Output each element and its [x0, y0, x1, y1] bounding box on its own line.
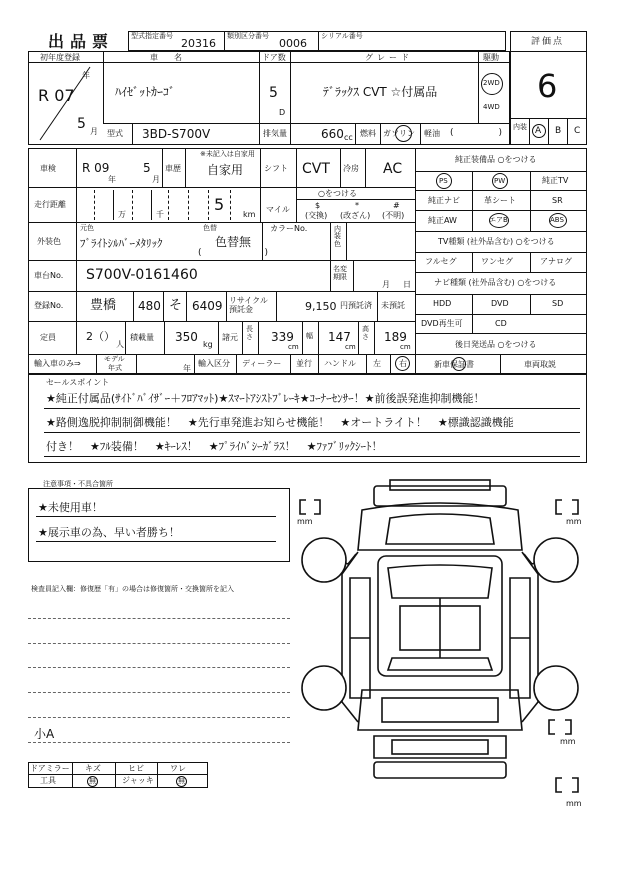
model-year-label-2: 年式 [108, 364, 122, 372]
equip-pw: PW [494, 177, 506, 185]
recycle-status: 円預託済 [340, 301, 372, 310]
legend-crack: ヒビ [128, 764, 144, 773]
reg-kana: そ [169, 298, 183, 313]
reg-class: 480 [138, 299, 161, 313]
legend-break: ワレ [170, 764, 186, 773]
import-dealer: ディーラー [242, 359, 282, 368]
color-change-label: 色替 [203, 224, 217, 232]
legend-jack-value: 無 [178, 777, 185, 785]
mm-bottom-right: mm [566, 799, 582, 808]
type-no-value: 20316 [181, 37, 216, 50]
dvd-playable: DVD再生可 [421, 319, 463, 328]
capacity-label: 定員 [40, 333, 56, 342]
first-reg-label: 初年度登録 [40, 53, 80, 62]
fuel-paren: ( ) [450, 128, 503, 138]
serial-label: シリアル番号 [321, 32, 363, 40]
sales-label: セールスポイント [46, 378, 110, 387]
cd-label: CD [495, 319, 507, 328]
notes-box [28, 488, 290, 562]
color-value: ﾌﾞﾗｲﾄｼﾙﾊﾞｰﾒﾀﾘｯｸ [80, 237, 163, 250]
interior-b: B [555, 126, 562, 136]
length-label: 長さ [246, 325, 253, 341]
page-title: 出品票 [48, 32, 115, 51]
first-reg-month-unit: 月 [90, 127, 98, 136]
equip-airbag: エアB [489, 216, 508, 224]
interior-color-label: 内装色 [334, 225, 341, 248]
drive-4wd: 4WD [483, 103, 500, 111]
title-exp-label: 名変期限 [333, 265, 347, 282]
equip-abs: ABS [550, 216, 564, 224]
tv-analog: アナログ [540, 257, 572, 266]
import-parallel: 並行 [296, 359, 312, 368]
note-line-2: ★展示車の為、早い者勝ち！ [38, 526, 180, 539]
first-reg-month: 5 [77, 116, 86, 132]
mileage-man-unit: 万 [118, 210, 126, 219]
ac-label: 冷房 [343, 164, 359, 173]
doors-suffix: D [279, 108, 286, 117]
width-unit: cm [345, 343, 356, 351]
class-label: 類別区分番号 [227, 32, 269, 40]
load-value: 350 [175, 330, 198, 344]
mile-note: ○をつける [318, 189, 357, 198]
reg-label: 登録No. [34, 301, 64, 310]
grade-value: ﾃﾞﾗｯｸｽ CVT ☆付属品 [323, 85, 438, 99]
equip-aw: 純正AW [428, 216, 457, 225]
load-unit: kg [203, 340, 213, 349]
capacity-value: 2（） [86, 330, 115, 343]
legend-mirror: ドアミラー [30, 764, 70, 773]
mm-rear-right: mm [560, 737, 576, 746]
height-label: 高さ [362, 325, 369, 341]
chassis-label: 車台No. [34, 271, 64, 280]
fuel-diesel: 軽油 [424, 129, 440, 138]
later-title: 後日発送品 ○をつける [455, 340, 537, 349]
tv-title: TV種類 (社外品含む) ○をつける [438, 237, 555, 246]
mileage-value: 5 [214, 195, 225, 214]
capacity-unit: 人 [116, 340, 124, 349]
model-value: 3BD-S700V [142, 127, 211, 141]
mile-opt2a: * [355, 201, 359, 210]
doors-label: ドア数 [262, 53, 286, 62]
mile-opt2b: (改ざん) [340, 211, 371, 220]
legend-scratch: キズ [85, 764, 101, 773]
car-diagram [290, 478, 590, 818]
displacement-value: 660 [321, 127, 344, 141]
model-label: 型式 [107, 129, 123, 138]
length-value: 339 [271, 330, 294, 344]
recycle-value: 9,150 [305, 300, 337, 313]
navi-sd: SD [552, 299, 564, 308]
drive-label: 駆動 [483, 53, 499, 62]
displacement-unit: cc [344, 133, 353, 142]
sales-line-2: ★路側逸脱抑制制御機能！ ★先行車発進お知らせ機能！ ★オートライト！ ★標識認識機能 [46, 416, 514, 429]
mile-opt3b: (不明) [382, 211, 405, 220]
sales-line-3: 付き！ ★ﾌﾙ装備！ ★ｷｰﾚｽ！ ★ﾌﾟﾗｲﾊﾞｼｰｶﾞﾗｽ！ ★ﾌｧﾌﾞﾘｯｸｼｰﾄ！ [46, 440, 383, 453]
sales-line-1: ★純正付属品(ｻｲﾄﾞﾊﾞｲｻﾞｰ＋ﾌﾛｱﾏｯﾄ)★ｽﾏｰﾄｱｼｽﾄﾌﾞﾚｰｷ★ｺｰﾅｰｾﾝｻｰ！★前後誤発進抑制機能！ [46, 392, 485, 405]
dims-label: 諸元 [222, 333, 238, 342]
handle-left: 左 [373, 359, 381, 368]
inspector-label: 検査員記入欄：修復歴「有」の場合は修復箇所・交換箇所を記入 [31, 585, 234, 593]
fuel-label: 燃料 [360, 129, 376, 138]
title-exp-month: 月 [382, 280, 390, 289]
mileage-sen-unit: 千 [156, 210, 164, 219]
width-label: 幅 [306, 332, 313, 340]
mile-opt1b: (交換) [305, 211, 328, 220]
mile-opt3a: # [393, 201, 400, 210]
equipment-title: 純正装備品 ○をつける [455, 155, 537, 164]
tv-oneseg: ワンセグ [481, 257, 513, 266]
width-value: 147 [328, 330, 351, 344]
tv-fullseg: フルセグ [425, 257, 457, 266]
height-unit: cm [400, 343, 411, 351]
mileage-km-unit: km [243, 210, 256, 219]
length-unit: cm [288, 343, 299, 351]
name-label: 車 名 [150, 53, 186, 62]
equip-ps: PS [439, 177, 448, 185]
inspector-value: 小A [34, 727, 55, 741]
handle-label: ハンドル [324, 359, 356, 368]
ac-value: AC [383, 161, 403, 177]
reg-num: 6409 [192, 299, 223, 313]
first-reg-era: R 07 [38, 86, 75, 105]
interior-c: C [574, 126, 581, 136]
score-label: 評価点 [531, 37, 565, 47]
title-exp-day: 日 [403, 280, 411, 289]
handle-right: 右 [399, 359, 407, 368]
shaken-value: R 09 [82, 161, 110, 175]
mile-opt1a: $ [315, 201, 321, 210]
shaken-year-unit: 年 [108, 175, 116, 184]
mm-front-left: mm [297, 517, 313, 526]
fuel-gasoline: ガソリン [383, 129, 415, 138]
navi-hdd: HDD [433, 299, 452, 308]
load-label: 積載量 [130, 333, 154, 342]
chassis-value: S700V-0161460 [86, 267, 198, 283]
notes-label: 注意事項・不具合箇所 [40, 481, 116, 488]
color-no-label: カラーNo. [270, 224, 308, 233]
equip-leather: 革シート [484, 196, 516, 205]
first-reg-year-unit: 年 [82, 71, 90, 80]
equip-navi: 純正ナビ [428, 196, 460, 205]
legend-jack: ジャッキ [122, 776, 154, 785]
navi-title: ナビ種類 (社外品含む) ○をつける [434, 278, 557, 287]
vehicle-name: ﾊｲｾﾞｯﾄｶｰｺﾞ [115, 85, 176, 99]
displacement-label: 排気量 [263, 129, 287, 138]
shift-value: CVT [302, 161, 330, 177]
drive-2wd: 2WD [483, 79, 500, 87]
recycle-label: リサイクル預託金 [229, 296, 268, 315]
shift-label: シフト [264, 164, 288, 173]
type-no-label: 型式指定番号 [131, 32, 173, 40]
reg-area: 豊橋 [90, 298, 117, 313]
equip-tv: 純正TV [542, 176, 569, 185]
import-label: 輸入車のみ⇒ [34, 359, 81, 368]
later-warranty: 新車保証書 [434, 360, 474, 369]
doors-value: 5 [269, 85, 278, 101]
mile-label: マイル [266, 205, 290, 214]
note-line-1: ★未使用車！ [38, 501, 103, 514]
shaken-month: 5 [143, 161, 151, 175]
model-year-unit: 年 [183, 364, 191, 373]
color-change-value: 色替無 [215, 235, 252, 249]
height-value: 189 [384, 330, 407, 344]
recycle-no: 未預託 [381, 301, 405, 310]
equip-sr: SR [552, 196, 563, 205]
mileage-label: 走行距離 [34, 200, 66, 209]
later-manual: 車両取説 [524, 360, 556, 369]
navi-dvd: DVD [491, 299, 509, 308]
history-value: 自家用 [207, 163, 244, 177]
class-value: 0006 [279, 37, 307, 50]
color-paren: ( ) [198, 248, 269, 258]
color-label: 外装色 [37, 237, 61, 246]
history-note: ※未記入は自家用 [200, 150, 255, 158]
model-year-label-1: モデル [104, 355, 125, 363]
import-type-label: 輸入区分 [198, 359, 230, 368]
legend-tool: 工具 [40, 776, 56, 785]
grade-label: グレード [365, 53, 413, 62]
history-label: 車歴 [165, 164, 181, 173]
interior-label: 内装 [513, 123, 527, 131]
shaken-label: 車検 [40, 164, 56, 173]
legend-tool-value: 無 [89, 777, 96, 785]
mm-front-right: mm [566, 517, 582, 526]
interior-a: A [535, 126, 542, 136]
orig-color-label: 元色 [80, 224, 94, 232]
score-value: 6 [537, 67, 558, 105]
shaken-month-unit: 月 [152, 175, 160, 184]
